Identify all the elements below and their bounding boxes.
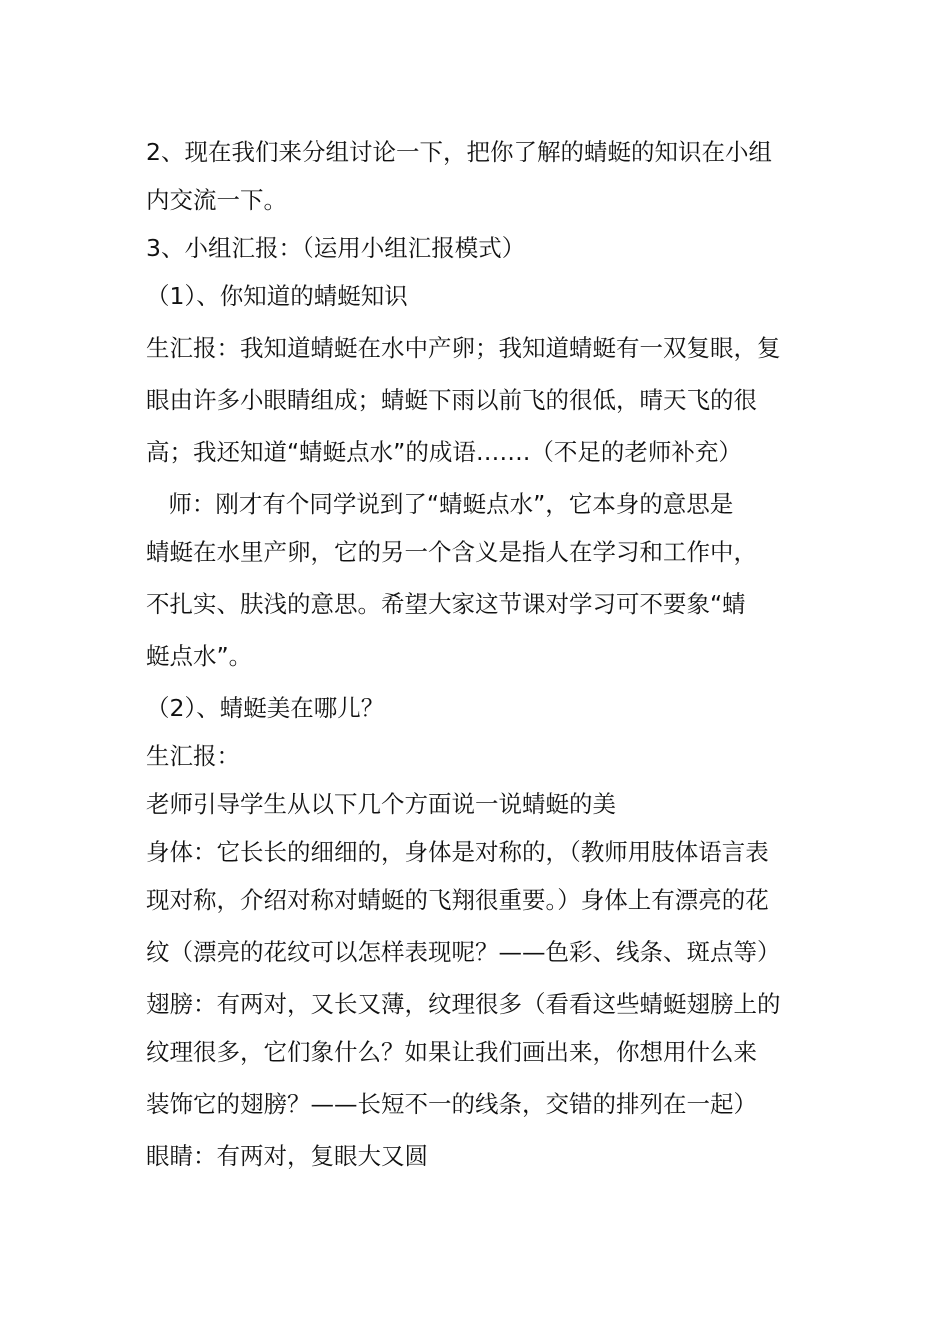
text-line: 不扎实、肤浅的意思。希望大家这节课对学习可不要象“蜻 xyxy=(146,590,746,618)
text-line: （2）、蜻蜓美在哪儿？ xyxy=(146,694,385,722)
text-line: 现对称，介绍对称对蜻蜓的飞翔很重要。）身体上有漂亮的花 xyxy=(146,886,769,914)
text-line: 纹（漂亮的花纹可以怎样表现呢？——色彩、线条、斑点等） xyxy=(146,938,781,966)
text-line: 老师引导学生从以下几个方面说一说蜻蜓的美 xyxy=(146,790,616,818)
text-line: 眼由许多小眼睛组成；蜻蜓下雨以前飞的很低，晴天飞的很 xyxy=(146,386,757,414)
document-body xyxy=(146,128,811,1180)
text-line: 2、现在我们来分组讨论一下，把你了解的蜻蜓的知识在小组 xyxy=(146,138,772,166)
text-line: 3、小组汇报：（运用小组汇报模式） xyxy=(146,234,526,262)
text-line: 高；我还知道“蜻蜓点水”的成语…….（不足的老师补充） xyxy=(146,438,742,466)
text-line: 身体：它长长的细细的，身体是对称的，（教师用肢体语言表 xyxy=(146,838,769,866)
text-line: 师：刚才有个同学说到了“蜻蜓点水”，它本身的意思是 xyxy=(146,490,734,518)
text-line: 生汇报：我知道蜻蜓在水中产卵；我知道蜻蜓有一双复眼，复 xyxy=(146,334,781,362)
text-line: 蜻蜓在水里产卵，它的另一个含义是指人在学习和工作中， xyxy=(146,538,757,566)
text-line: 纹理很多，它们象什么？如果让我们画出来，你想用什么来 xyxy=(146,1038,757,1066)
text-line: 眼睛：有两对，复眼大又圆 xyxy=(146,1142,428,1170)
text-line: 装饰它的翅膀？——长短不一的线条，交错的排列在一起） xyxy=(146,1090,757,1118)
text-line: 内交流一下。 xyxy=(146,186,287,214)
text-line: 生汇报： xyxy=(146,742,240,770)
text-line: （1）、你知道的蜻蜓知识 xyxy=(146,282,408,310)
text-line: 蜓点水”。 xyxy=(146,642,253,670)
text-line: 翅膀：有两对，又长又薄，纹理很多（看看这些蜻蜓翅膀上的 xyxy=(146,990,781,1018)
